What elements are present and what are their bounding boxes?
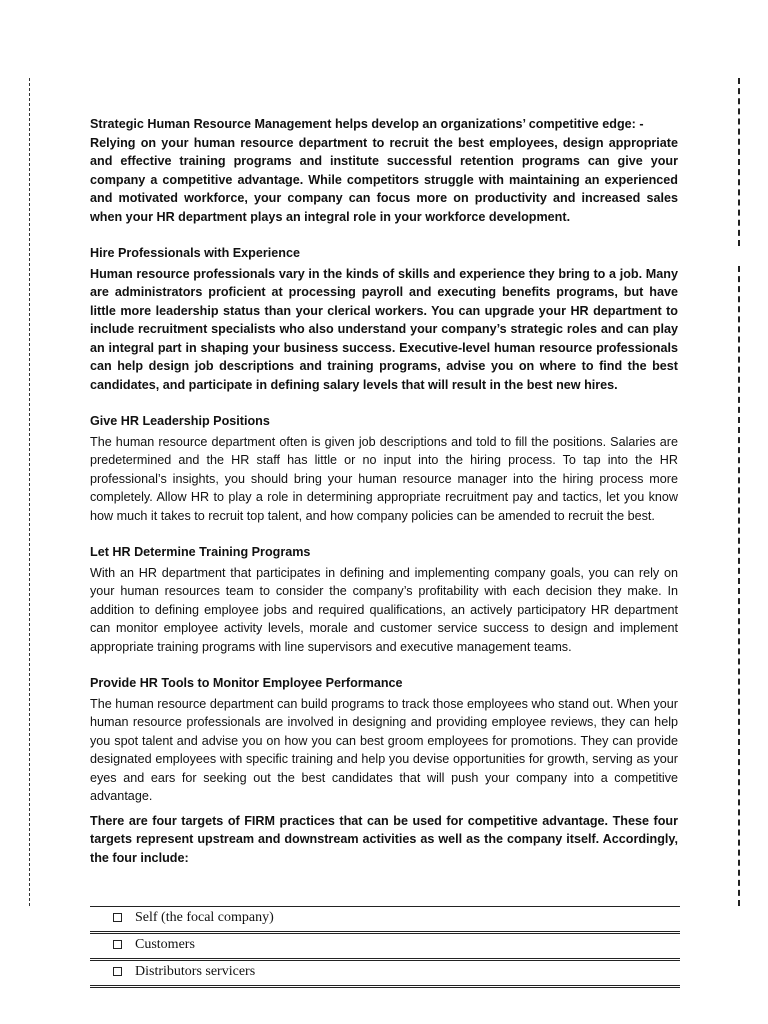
section-heading: Let HR Determine Training Programs bbox=[90, 545, 311, 559]
document-body bbox=[90, 115, 678, 867]
section-paragraph: With an HR department that participates in defining and implementing company goals, you can rely on your human resources team to consider the company’s profitability with each decision they make. In addition to defining employee jobs and required qualifications, an actively participatory HR department can monitor employee activity levels, morale and customer service success to design and implement appropriate training programs with line supervisors and executive management teams. bbox=[90, 565, 678, 654]
section-training-programs bbox=[90, 543, 678, 656]
closing-paragraph: There are four targets of FIRM practices that can be used for competitive advantage. These four targets represent upstream and downstream activities as well as the company itself. Accordingly, the four include: bbox=[90, 813, 678, 865]
checkbox-bullet-icon bbox=[113, 940, 122, 949]
section-leadership-positions bbox=[90, 412, 678, 525]
closing-block bbox=[90, 812, 678, 868]
left-margin-rule bbox=[29, 78, 30, 906]
right-margin-rule-top bbox=[738, 78, 740, 246]
section-paragraph: The human resource department often is given job descriptions and told to fill the positions. Salaries are predetermined and the HR staff has little or no input into the hiring process. To tap into the HR professional’s insights, you should bring your human resource manager into the hiring process more completely. Allow HR to play a role in determining appropriate recruitment pay and tactics, let you know how much it takes to recruit top talent, and how company policies can be amended to recruit the best. bbox=[90, 434, 678, 523]
section-employee-performance bbox=[90, 674, 678, 806]
right-margin-rule-bottom bbox=[738, 266, 740, 906]
section-heading: Hire Professionals with Experience bbox=[90, 246, 300, 260]
section-heading: Give HR Leadership Positions bbox=[90, 414, 270, 428]
intro-heading: Strategic Human Resource Management helps develop an organizations’ competitive edge: - bbox=[90, 117, 644, 131]
list-item-label: Distributors servicers bbox=[135, 964, 256, 979]
list-item bbox=[90, 931, 680, 958]
section-heading: Provide HR Tools to Monitor Employee Performance bbox=[90, 676, 403, 690]
list-item-label: Customers bbox=[135, 937, 195, 952]
list-item-label: Self (the focal company) bbox=[135, 910, 274, 925]
section-hire-professionals bbox=[90, 244, 678, 394]
list-item bbox=[90, 958, 680, 988]
section-paragraph: Human resource professionals vary in the kinds of skills and experience they bring to a job. Many are administrators proficient at processing payroll and executing benefits programs, but have little more leadership status than your clerical workers. You can upgrade your HR department to include recruitment specialists who also understand your company’s strategic roles and can play an integral part in shaping your business success. Executive-level human resource professionals can help design job descriptions and training programs, advise you on where to find the best candidates, and participate in defining salary levels that will result in the best new hires. bbox=[90, 266, 678, 392]
targets-list bbox=[90, 906, 680, 988]
intro-paragraph: Relying on your human resource department to recruit the best employees, design appropriate and effective training programs and institute successful retention programs can give your company a competitive advantage. While competitors struggle with maintaining an experienced and motivated workforce, your company can focus more on productivity and increased sales when your HR department plays an integral role in your workforce development. bbox=[90, 135, 678, 224]
checkbox-bullet-icon bbox=[113, 913, 122, 922]
section-paragraph: The human resource department can build programs to track those employees who stand out. When your human resource professionals are involved in designing and providing employee reviews, they can help you spot talent and advise you on how you can best groom employees for promotions. They can provide designated employees with specific training and help you devise opportunities for growth, serving as your eyes and ears for seeking out the best candidates that will push your company into a competitive advantage. bbox=[90, 696, 678, 803]
list-item bbox=[90, 906, 680, 931]
checkbox-bullet-icon bbox=[113, 967, 122, 976]
